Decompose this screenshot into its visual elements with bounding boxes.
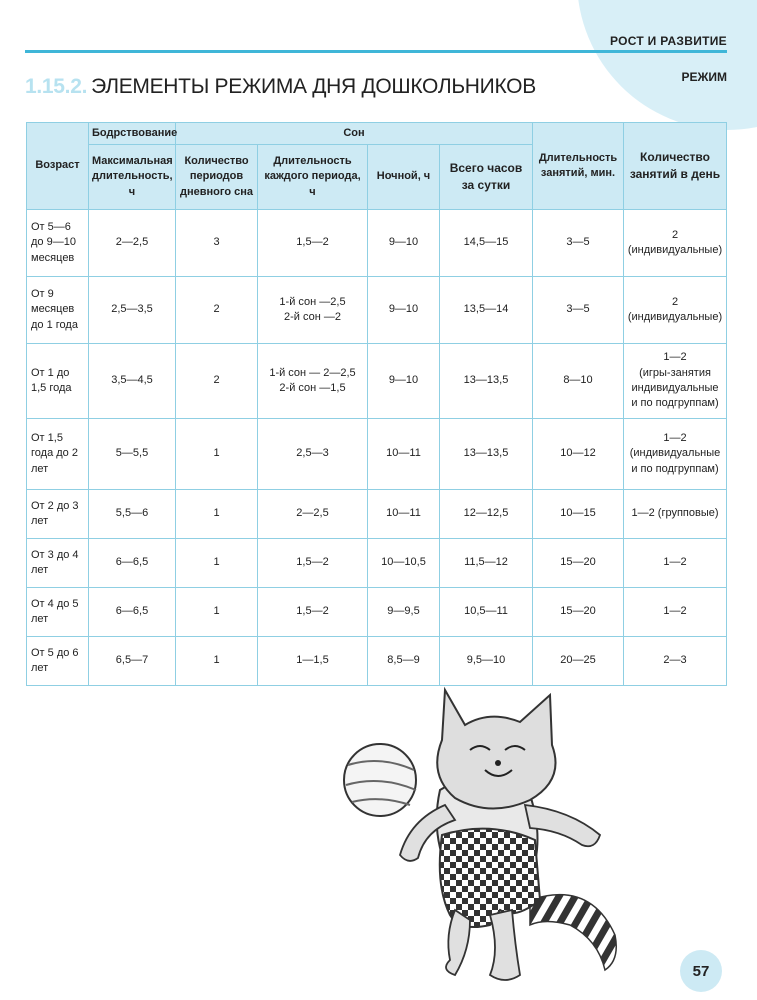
cell-duration: 1,5—2 <box>258 210 368 277</box>
cell-duration: 1-й сон —2,5 2-й сон —2 <box>258 277 368 344</box>
cell-night: 9—10 <box>368 277 440 344</box>
subsection-label: РЕЖИМ <box>681 70 727 84</box>
cell-wake: 6,5—7 <box>89 637 176 686</box>
cell-lessons: 2 (индивидуальные) <box>624 210 727 277</box>
cell-wake: 6—6,5 <box>89 539 176 588</box>
table-row <box>27 419 727 490</box>
cell-lessons: 1—2 <box>624 588 727 637</box>
cell-lessons: 1—2 (индивидуальные и по подгруппам) <box>624 419 727 490</box>
col-total: Всего часов за сутки <box>440 145 533 210</box>
cell-age: От 9 месяцев до 1 года <box>27 277 89 344</box>
col-period-duration: Длительность каждого периода, ч <box>258 145 368 210</box>
col-lesson-duration: Длительность занятий, мин. <box>533 123 624 210</box>
cell-lesson-min: 3—5 <box>533 210 624 277</box>
cell-night: 9—9,5 <box>368 588 440 637</box>
col-sleep-group: Сон <box>176 123 533 145</box>
cell-wake: 5,5—6 <box>89 490 176 539</box>
cell-lesson-min: 20—25 <box>533 637 624 686</box>
cell-total: 12—12,5 <box>440 490 533 539</box>
cell-total: 11,5—12 <box>440 539 533 588</box>
cell-periods: 2 <box>176 277 258 344</box>
cell-night: 8,5—9 <box>368 637 440 686</box>
cell-night: 10—11 <box>368 419 440 490</box>
cell-wake: 2,5—3,5 <box>89 277 176 344</box>
cell-lesson-min: 8—10 <box>533 344 624 419</box>
cell-wake: 3,5—4,5 <box>89 344 176 419</box>
cell-age: От 4 до 5 лет <box>27 588 89 637</box>
cell-age: От 3 до 4 лет <box>27 539 89 588</box>
col-night: Ночной, ч <box>368 145 440 210</box>
header-row-top <box>27 123 727 145</box>
cell-total: 13,5—14 <box>440 277 533 344</box>
cell-age: От 1,5 года до 2 лет <box>27 419 89 490</box>
cell-lesson-min: 15—20 <box>533 588 624 637</box>
cell-age: От 5 до 6 лет <box>27 637 89 686</box>
table-row <box>27 210 727 277</box>
cell-wake: 6—6,5 <box>89 588 176 637</box>
table-row <box>27 277 727 344</box>
col-age: Возраст <box>27 123 89 210</box>
cell-lessons: 1—2 (игры-занятия индивидуальные и по подгруппам) <box>624 344 727 419</box>
cell-age: От 2 до 3 лет <box>27 490 89 539</box>
col-lesson-count: Количество занятий в день <box>624 123 727 210</box>
cell-lesson-min: 3—5 <box>533 277 624 344</box>
cell-duration: 1—1,5 <box>258 637 368 686</box>
cell-periods: 2 <box>176 344 258 419</box>
regime-table <box>26 122 727 686</box>
ball-icon <box>344 744 416 816</box>
cell-total: 13—13,5 <box>440 344 533 419</box>
cell-night: 10—10,5 <box>368 539 440 588</box>
heading-title: ЭЛЕМЕНТЫ РЕЖИМА ДНЯ ДОШКОЛЬНИКОВ <box>91 75 536 98</box>
cell-duration: 1,5—2 <box>258 539 368 588</box>
heading-number: 1.15.2. <box>25 75 88 98</box>
page-title <box>25 75 536 99</box>
cell-night: 9—10 <box>368 210 440 277</box>
cell-lessons: 2 (индивидуальные) <box>624 277 727 344</box>
cell-duration: 2,5—3 <box>258 419 368 490</box>
cell-periods: 1 <box>176 490 258 539</box>
table-row <box>27 344 727 419</box>
cat-playing-ball-icon <box>330 670 630 990</box>
cell-lesson-min: 15—20 <box>533 539 624 588</box>
top-rule <box>25 50 727 53</box>
cell-wake: 2—2,5 <box>89 210 176 277</box>
cell-wake: 5—5,5 <box>89 419 176 490</box>
cell-periods: 1 <box>176 637 258 686</box>
cell-lessons: 1—2 <box>624 539 727 588</box>
cell-lesson-min: 10—15 <box>533 490 624 539</box>
cell-age: От 1 до 1,5 года <box>27 344 89 419</box>
cell-periods: 3 <box>176 210 258 277</box>
cell-night: 9—10 <box>368 344 440 419</box>
page-number: 57 <box>680 950 722 992</box>
table-row <box>27 490 727 539</box>
cell-periods: 1 <box>176 419 258 490</box>
cell-total: 9,5—10 <box>440 637 533 686</box>
cell-total: 13—13,5 <box>440 419 533 490</box>
col-wake-group: Бодрствование <box>89 123 176 145</box>
cell-periods: 1 <box>176 539 258 588</box>
cell-lesson-min: 10—12 <box>533 419 624 490</box>
table-row <box>27 539 727 588</box>
section-label: РОСТ И РАЗВИТИЕ <box>609 34 727 48</box>
cell-age: От 5—6 до 9—10 месяцев <box>27 210 89 277</box>
cell-periods: 1 <box>176 588 258 637</box>
cell-duration: 1-й сон — 2—2,5 2-й сон —1,5 <box>258 344 368 419</box>
col-wake-max: Максимальная длительность, ч <box>89 145 176 210</box>
table-row <box>27 588 727 637</box>
cell-lessons: 1—2 (групповые) <box>624 490 727 539</box>
col-day-sleep-periods: Количество периодов дневного сна <box>176 145 258 210</box>
cell-duration: 2—2,5 <box>258 490 368 539</box>
cell-lessons: 2—3 <box>624 637 727 686</box>
cell-total: 10,5—11 <box>440 588 533 637</box>
corner-decoration <box>577 0 757 130</box>
cell-night: 10—11 <box>368 490 440 539</box>
cell-duration: 1,5—2 <box>258 588 368 637</box>
cell-total: 14,5—15 <box>440 210 533 277</box>
